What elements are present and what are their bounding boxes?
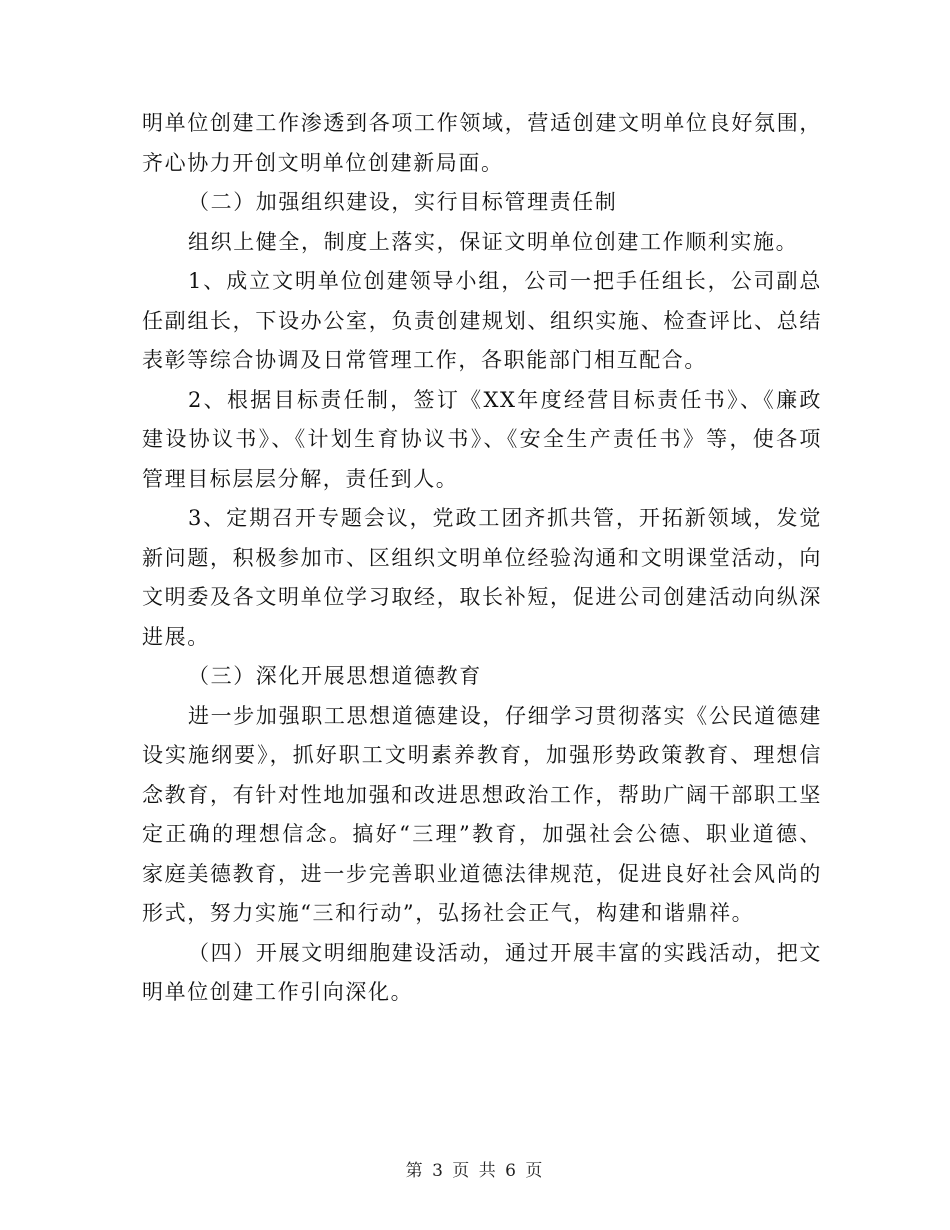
section-heading-3: （三）深化开展思想道德教育 — [188, 664, 482, 688]
section-heading-2: （二）加强组织建设，实行目标管理责任制 — [188, 190, 618, 214]
document-body — [142, 104, 822, 1013]
paragraph-continuation: 明单位创建工作渗透到各项工作领域，营适创建文明单位良好氛围，齐心协力开创文明单位创建新局面。 — [142, 111, 822, 175]
list-item-2: 2、根据目标责任制，签订《XX年度经营目标责任书》、《廉政建设协议书》、《计划生育协议书》、《安全生产责任书》等，使各项管理目标层层分解，责任到人。 — [142, 387, 822, 491]
section-heading-4: （四）开展文明细胞建设活动，通过开展丰富的实践活动，把文明单位创建工作引向深化。 — [142, 940, 822, 1004]
list-item-3: 3、定期召开专题会议，党政工团齐抓共管，开拓新领域，发觉新问题，积极参加市、区组织文明单位经验沟通和文明课堂活动，向文明委及各文明单位学习取经，取长补短，促进公司创建活动向纵深进展。 — [142, 506, 822, 649]
list-item-1: 1、成立文明单位创建领导小组，公司一把手任组长，公司副总任副组长，下设办公室，负责创建规划、组织实施、检查评比、总结表彰等综合协调及日常管理工作，各职能部门相互配合。 — [142, 269, 822, 372]
page-footer — [0, 1156, 950, 1181]
page-number: 第 3 页 共 6 页 — [405, 1161, 545, 1181]
paragraph-moral-education: 进一步加强职工思想道德建设，仔细学习贯彻落实《公民道德建设实施纲要》，抓好职工文明素养教育，加强形势政策教育、理想信念教育，有针对性地加强和改进思想政治工作，帮助广阔干部职工坚定正确的理想信念。搞好“三理”教育，加强社会公德、职业道德、家庭美德教育，进一步完善职业道德法律规范，促进良好社会风尚的形式，努力实施“三和行动”，弘扬社会正气，构建和谐鼎祥。 — [142, 703, 822, 925]
paragraph-organization: 组织上健全，制度上落实，保证文明单位创建工作顺利实施。 — [188, 229, 799, 254]
